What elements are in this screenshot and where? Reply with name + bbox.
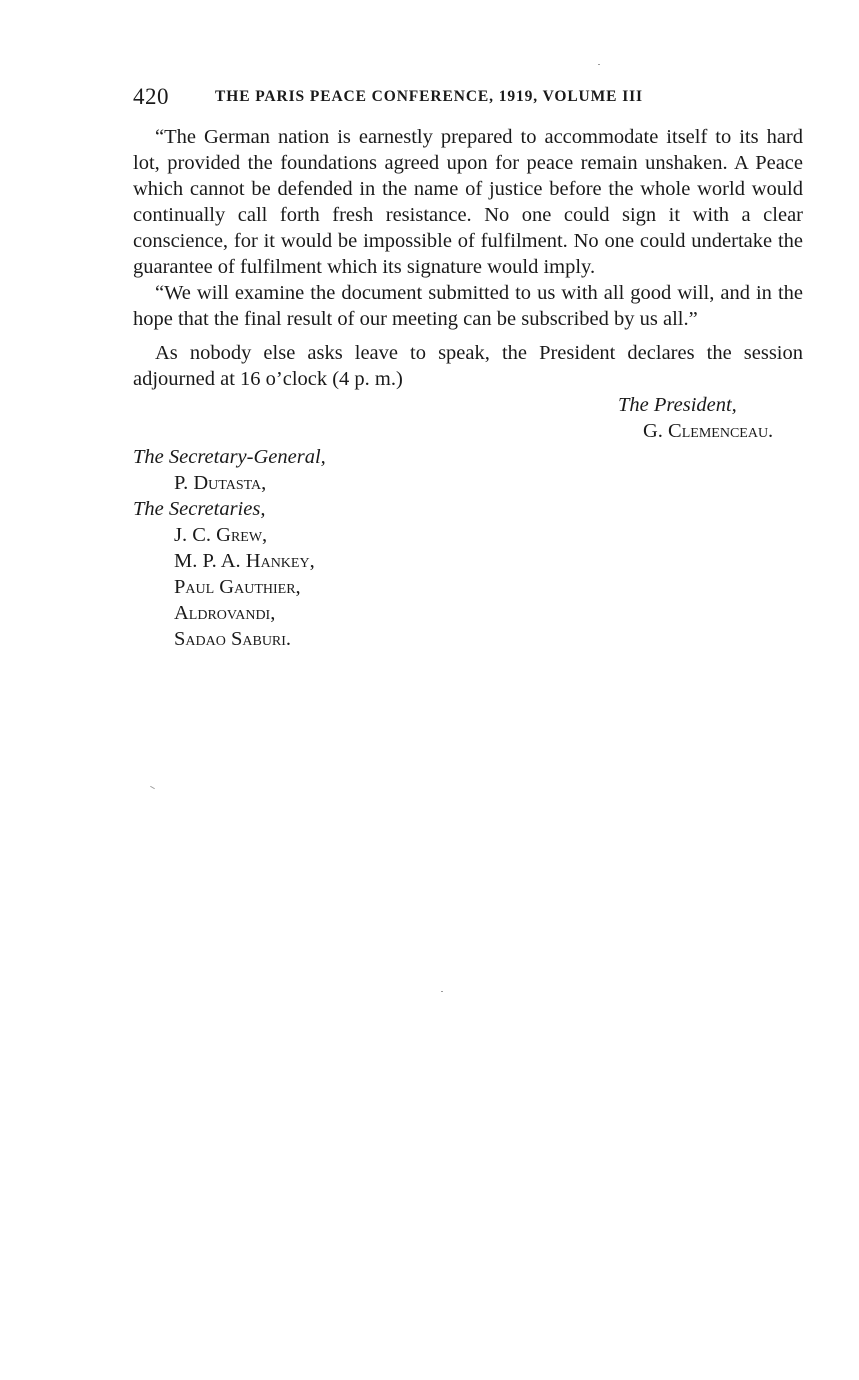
secretariat-list bbox=[133, 444, 803, 652]
paper-speck bbox=[441, 991, 443, 992]
page-number: 420 bbox=[133, 84, 169, 109]
running-head bbox=[133, 84, 803, 114]
president-signature bbox=[133, 392, 803, 444]
secretary-name: Aldrovandi, bbox=[174, 602, 276, 624]
body-text bbox=[133, 124, 803, 392]
secretary-name: J. C. Grew, bbox=[174, 524, 268, 546]
secretary-name: M. P. A. Hankey, bbox=[174, 550, 315, 572]
paper-speck bbox=[150, 786, 155, 789]
secretary-name: Paul Gauthier, bbox=[174, 576, 301, 598]
document-page bbox=[133, 84, 803, 652]
secretaries-heading: The Secretaries, bbox=[133, 498, 266, 520]
paper-speck bbox=[598, 64, 600, 65]
adjournment-paragraph: As nobody else asks leave to speak, the President declares the session adjourned at 16 o’clock (4 p. m.) bbox=[133, 342, 803, 390]
running-title: THE PARIS PEACE CONFERENCE, 1919, VOLUME III bbox=[215, 88, 643, 105]
quoted-paragraph-2: “We will examine the document submitted to us with all good will, and in the hope that the final result of our meeting can be subscribed by us all.” bbox=[133, 282, 803, 330]
quoted-paragraph-1: “The German nation is earnestly prepared to accommodate itself to its hard lot, provided the foundations agreed upon for peace remain unshaken. A Peace which cannot be defended in the name of justice before the whole world would continually call forth fresh resistance. No one could sign it with a clear conscience, for it would be impossible of fulfilment. No one could undertake the guarantee of fulfilment which its signature would imply. bbox=[133, 126, 803, 278]
president-name: G. Clemenceau. bbox=[643, 420, 774, 442]
president-title: The President, bbox=[618, 394, 737, 416]
secretary-general-name: P. Dutasta, bbox=[174, 472, 267, 494]
secretary-general-heading: The Secretary-General, bbox=[133, 446, 326, 468]
secretary-name: Sadao Saburi. bbox=[174, 628, 292, 650]
